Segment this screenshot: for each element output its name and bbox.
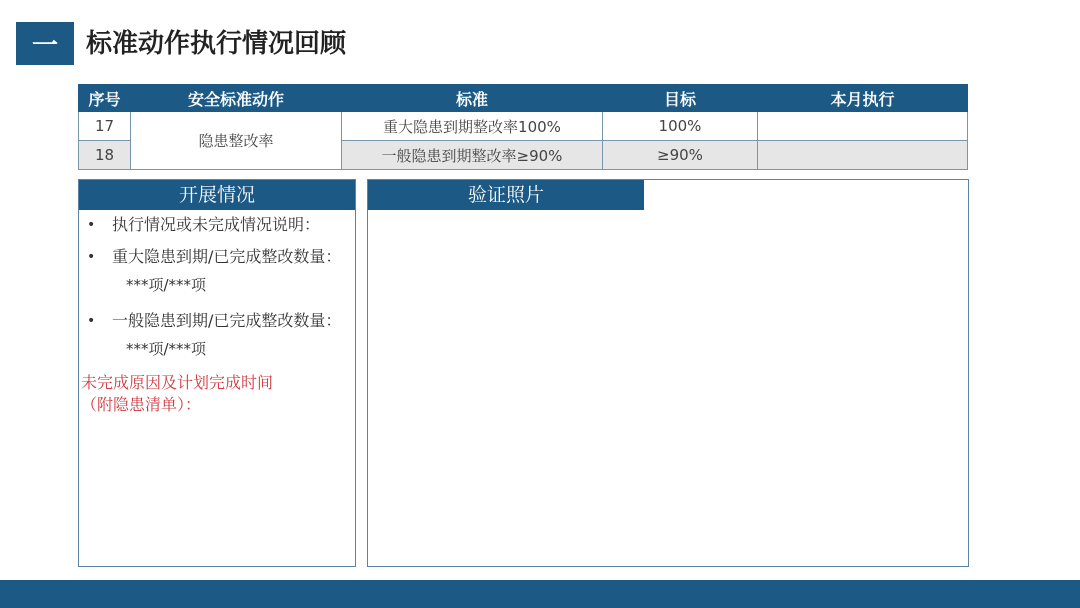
section-number-badge: 一 xyxy=(16,22,74,65)
bullet-text: 执行情况或未完成情况说明： xyxy=(112,215,321,234)
incomplete-reason-line1: 未完成原因及计划完成时间 xyxy=(81,373,274,392)
photo-panel-heading: 验证照片 xyxy=(368,180,644,210)
col-header-executed: 本月执行 xyxy=(758,85,968,112)
bullet-icon: • xyxy=(87,217,96,233)
bullet-icon: • xyxy=(87,313,96,329)
row-standard: 一般隐患到期整改率≥90% xyxy=(342,141,603,170)
table-header-row xyxy=(79,85,968,112)
row-no: 18 xyxy=(79,141,131,170)
list-item xyxy=(79,214,355,236)
photo-panel xyxy=(367,179,969,567)
footer-bar xyxy=(0,580,1080,608)
row-no: 17 xyxy=(79,112,131,141)
progress-panel xyxy=(78,179,356,567)
row-action-merged: 隐患整改率 xyxy=(131,112,342,170)
row-executed[interactable] xyxy=(758,112,968,141)
col-header-action: 安全标准动作 xyxy=(131,85,342,112)
standard-actions-table xyxy=(78,84,968,170)
row-target: 100% xyxy=(603,112,758,141)
list-item xyxy=(79,246,355,268)
page-title: 标准动作执行情况回顾 xyxy=(86,29,347,59)
col-header-target: 目标 xyxy=(603,85,758,112)
incomplete-reason-line2: （附隐患清单）： xyxy=(81,395,202,414)
col-header-standard: 标准 xyxy=(342,85,603,112)
row-target: ≥90% xyxy=(603,141,758,170)
table-row xyxy=(79,112,968,141)
row-standard: 重大隐患到期整改率100% xyxy=(342,112,603,141)
bullet-icon: • xyxy=(87,249,96,265)
bullet-subtext: ***项/***项 xyxy=(126,340,207,358)
list-item xyxy=(79,310,355,332)
progress-panel-heading: 开展情况 xyxy=(79,180,355,210)
incomplete-reason-note xyxy=(79,372,355,416)
bullet-text: 一般隐患到期/已完成整改数量： xyxy=(112,311,342,330)
bullet-text: 重大隐患到期/已完成整改数量： xyxy=(112,247,342,266)
progress-bullet-list xyxy=(79,214,355,416)
col-header-no: 序号 xyxy=(79,85,131,112)
row-executed[interactable] xyxy=(758,141,968,170)
bullet-subtext: ***项/***项 xyxy=(126,276,207,294)
